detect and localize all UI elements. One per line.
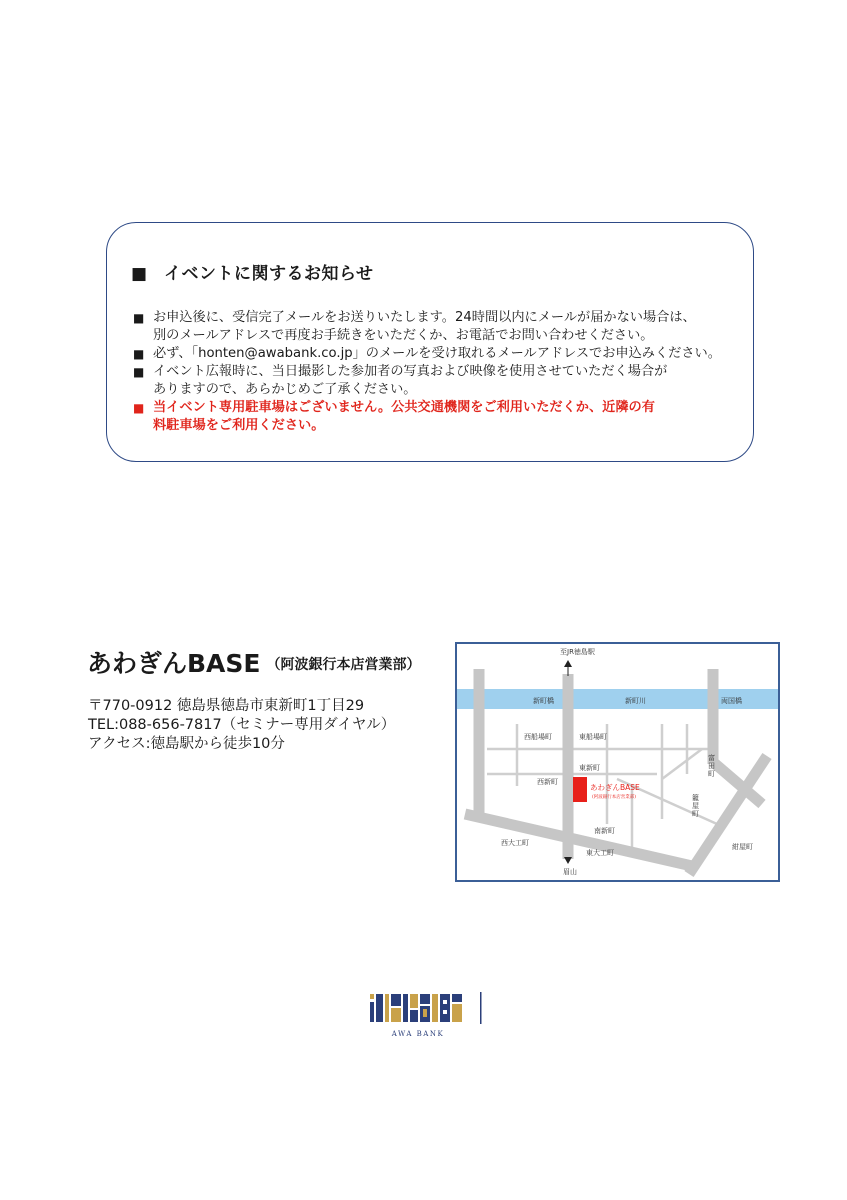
notice-item-text: イベント広報時に、当日撮影した参加者の写真および映像を使用させていただく場合が ありますので、あらかじめご了承ください。: [153, 364, 668, 397]
venue-address: 〒770-0912 徳島県徳島市東新町1丁目29: [88, 698, 365, 714]
notice-item-text: 当イベント専用駐車場はございません。公共交通機関をご利用いただくか、近隣の有 料駐車場をご利用ください。: [153, 400, 655, 433]
venue-info: [88, 697, 395, 754]
label-higashisenba: 東船場町: [579, 733, 607, 741]
label-kagoya-3: 町: [692, 810, 699, 818]
label-minamishinmachi: 南新町: [594, 827, 615, 835]
label-higashidaiku: 東大工町: [586, 849, 614, 857]
bullet-square-icon: ■: [133, 347, 145, 361]
label-bridge-shinmachi: 新町橋: [533, 697, 554, 705]
event-notice-box: [106, 222, 754, 462]
venue-subtitle: （阿波銀行本店営業部）: [266, 657, 421, 673]
label-tomida-1: 富: [708, 754, 715, 762]
label-kagoya-2: 屋: [692, 802, 699, 810]
label-nishidaiku: 西大工町: [501, 839, 529, 847]
access-map: [455, 642, 780, 882]
heading-square-icon: ■: [131, 264, 148, 284]
notice-heading: [131, 259, 373, 284]
base-marker: [573, 777, 587, 802]
label-south: 眉山: [563, 868, 577, 876]
label-tomida-3: 町: [708, 770, 715, 778]
label-bridge-ryogoku: 両国橋: [721, 697, 742, 705]
notice-list: [133, 309, 745, 435]
logo-divider: [480, 992, 482, 1024]
venue-access: アクセス:徳島駅から徒歩10分: [88, 736, 285, 752]
notice-heading-text: イベントに関するお知らせ: [163, 264, 374, 284]
notice-item-text: 必ず、「honten@awabank.co.jp」のメールを受け取れるメールアドレスでお申込みください。: [153, 346, 721, 361]
label-kagoya: [692, 793, 699, 818]
venue-name: あわぎんBASE: [87, 649, 261, 678]
label-higashishinmachi: 東新町: [579, 764, 600, 772]
label-nishishinmachi: 西新町: [537, 778, 558, 786]
bullet-square-icon: ■: [133, 311, 145, 325]
label-river: 新町川: [625, 697, 646, 705]
notice-item-mail-address: [133, 345, 745, 363]
label-base: あわぎんBASE: [590, 783, 640, 792]
notice-item-confirmation-mail: [133, 309, 745, 345]
notice-item-photo-usage: [133, 363, 745, 399]
label-kagoya-1: 籠: [692, 794, 699, 802]
logo-text: AWA BANK: [391, 1030, 445, 1038]
south-arrow-icon: [564, 857, 572, 864]
label-tomida-2: 田: [708, 762, 715, 770]
venue-title: [87, 644, 421, 680]
label-base-sub: (阿波銀行本店営業部): [592, 795, 637, 800]
bullet-square-icon: ■: [133, 365, 145, 379]
label-nishisenba: 西船場町: [524, 733, 552, 741]
bullet-square-icon: ■: [133, 401, 145, 415]
label-tomida: [708, 753, 715, 778]
north-arrow-icon: [564, 660, 572, 667]
label-konya: 紺屋町: [732, 843, 753, 851]
label-north: 至JR徳島駅: [560, 648, 595, 656]
notice-item-text: お申込後に、受信完了メールをお送りいたします。24時間以内にメールが届かない場合は、 別のメールアドレスで再度お手続きをいただくか、お電話でお問い合わせください。: [153, 310, 696, 343]
map-drawing: [457, 644, 778, 880]
logo-mark: [370, 994, 462, 1022]
venue-tel: TEL:088-656-7817（セミナー専用ダイヤル）: [88, 717, 396, 733]
notice-item-parking-warning: [133, 399, 745, 435]
